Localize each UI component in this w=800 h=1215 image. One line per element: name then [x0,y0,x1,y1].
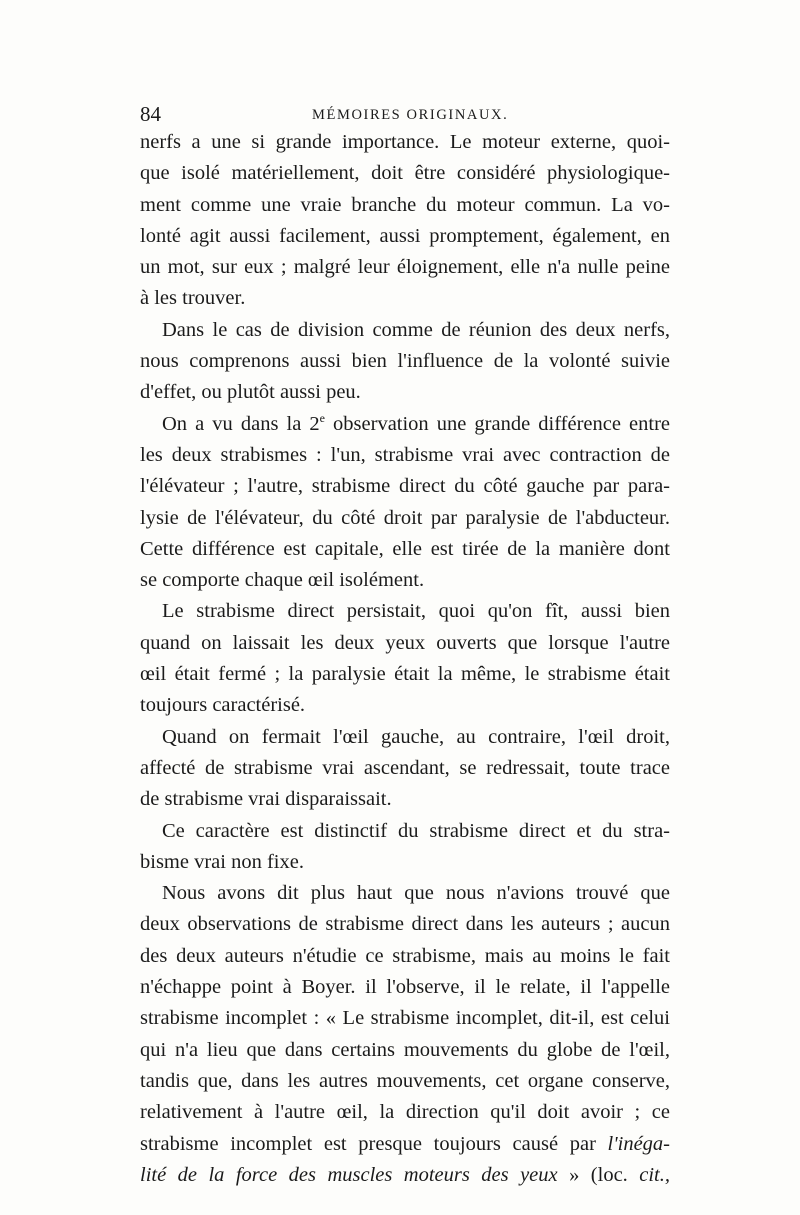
body-text [140,127,670,1191]
text-segment: les deux strabismes : l'un, strabisme vrai avec contraction de [140,443,670,466]
text-segment: de strabisme vrai disparaissait. [140,788,392,811]
italic-text: cit., [639,1163,670,1186]
text-segment: nerfs a une si grande importance. Le moteur externe, quoi- [140,131,670,153]
page-header [140,100,670,128]
text-segment: qui n'a lieu que dans certains mouvements du globe de l'œil, [140,1038,670,1061]
superscript: e [319,410,325,425]
text-segment: Le strabisme direct persistait, quoi qu'on fît, aussi bien [162,600,670,623]
text-segment: n'échappe point à Boyer. il l'observe, il le relate, il l'appelle [140,976,670,999]
text-line [140,127,670,158]
text-line [140,565,670,596]
text-line [140,346,670,377]
text-line [140,534,670,565]
text-segment: observation une grande différence entre [324,412,670,435]
text-line [140,816,670,847]
text-segment: affecté de strabisme vrai ascendant, se redressait, toute trace [140,756,670,779]
text-segment: strabisme incomplet est presque toujours causé par [140,1132,608,1155]
text-segment: nous comprenons aussi bien l'influence de la volonté suivie [140,350,670,373]
text-segment: bisme vrai non fixe. [140,850,304,873]
text-line [140,1035,670,1066]
text-segment: à les trouver. [140,287,246,310]
text-segment: l'élévateur ; l'autre, strabisme direct du côté gauche par para- [140,475,670,498]
text-line [140,1003,670,1034]
text-line [140,190,670,221]
text-line [140,909,670,940]
text-segment: des deux auteurs n'étudie ce strabisme, mais au moins le fait [140,944,670,967]
text-segment: Cette différence est capitale, elle est tirée de la manière dont [140,537,670,560]
text-line [140,596,670,627]
text-segment: deux observations de strabisme direct dans les auteurs ; aucun [140,913,670,936]
text-line [140,409,670,440]
text-line [140,315,670,346]
text-line [140,440,670,471]
italic-text: l'inéga- [607,1132,670,1155]
text-line [140,221,670,252]
text-segment: œil était fermé ; la paralysie était la même, le strabisme était [140,663,670,686]
text-segment: » (loc. [557,1163,640,1186]
text-line [140,252,670,283]
text-line [140,878,670,909]
text-line [140,283,670,314]
text-segment: lonté agit aussi facilement, aussi promptement, également, en [140,224,670,247]
text-line [140,1129,670,1160]
text-segment: un mot, sur eux ; malgré leur éloignement, elle n'a nulle peine [140,256,670,279]
text-line [140,503,670,534]
text-segment: Nous avons dit plus haut que nous n'avions trouvé que [162,882,670,905]
text-line [140,1097,670,1128]
running-head: MÉMOIRES ORIGINAUX. [312,107,509,123]
text-segment: strabisme incomplet : « Le strabisme incomplet, dit-il, est celui [140,1007,670,1030]
text-line [140,847,670,878]
text-line [140,471,670,502]
text-line [140,1066,670,1097]
text-line [140,941,670,972]
text-segment: tandis que, dans les autres mouvements, cet organe conserve, [140,1069,670,1092]
text-segment: ment comme une vraie branche du moteur commun. La vo- [140,193,670,216]
text-segment: Ce caractère est distinctif du strabisme direct et du stra- [162,819,670,842]
text-line [140,628,670,659]
text-line [140,690,670,721]
text-segment: relativement à l'autre œil, la direction qu'il doit avoir ; ce [140,1101,670,1124]
text-segment: d'effet, ou plutôt aussi peu. [140,381,361,404]
text-segment: quand on laissait les deux yeux ouverts que lorsque l'autre [140,631,670,654]
text-line [140,1160,670,1191]
text-line [140,722,670,753]
text-line [140,972,670,1003]
text-line [140,377,670,408]
text-line [140,659,670,690]
text-segment: Quand on fermait l'œil gauche, au contraire, l'œil droit, [162,725,670,748]
text-segment: toujours caractérisé. [140,694,306,717]
page-number: 84 [140,102,161,126]
text-line [140,784,670,815]
text-segment: que isolé matériellement, doit être considéré physiologique- [140,162,670,185]
text-segment: lysie de l'élévateur, du côté droit par paralysie de l'abducteur. [140,506,670,529]
text-segment: On a vu dans la 2 [162,412,320,435]
text-line [140,753,670,784]
text-line [140,158,670,189]
text-segment: se comporte chaque œil isolément. [140,569,425,592]
italic-text: lité de la force des muscles moteurs des yeux [140,1163,558,1186]
text-segment: Dans le cas de division comme de réunion des deux nerfs, [162,318,670,341]
